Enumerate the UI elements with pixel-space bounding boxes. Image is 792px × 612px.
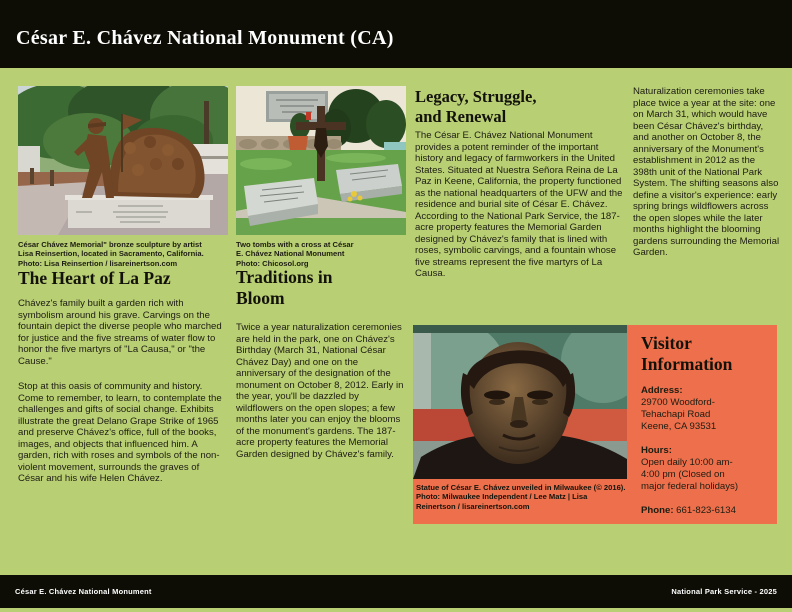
caption-line: Two tombs with a cross at César xyxy=(236,240,354,249)
heading-heart-of-la-paz: The Heart of La Paz xyxy=(18,268,171,288)
address-label: Address: xyxy=(641,385,683,396)
col4-paragraph-1: Naturalization ceremonies take place twice a year at the site: one on March 31, which would have been César Chávez's birthday, and another on October 8, the anniversary of the Monument's establishment in 2012 as the 398th unit of the National Park System. The shifting seasons also define a visitor's experience: early spring brings wildflowers across the open slopes while the later months highlight the blooming gardens surrounding the Memorial Garden. xyxy=(633,86,780,258)
visitor-info-panel xyxy=(641,333,771,517)
col1-paragraph-1: Chávez's family built a garden rich with symbolism around his grave. Carvings on the fountain depict the diverse people who marched for justice and the five streams of water flow to honor the five martyrs of "La Causa," or "the Cause." xyxy=(18,298,222,367)
footer-credit: National Park Service - 2025 xyxy=(671,587,777,596)
tombs-photo-caption xyxy=(236,240,396,268)
memorial-sculpture-photo xyxy=(18,86,228,235)
address-line: Tehachapi Road xyxy=(641,409,711,420)
heading-traditions-in-bloom: Traditions in Bloom xyxy=(236,267,333,308)
caption-line: Photo: Chicosol.org xyxy=(236,258,309,268)
caption-line: Lisa Reinsertion, located in Sacramento, California. xyxy=(18,249,204,259)
caption-line: Photo: Milwaukee Independent / Lee Matz | Lisa xyxy=(416,492,588,502)
heading-legacy-struggle-renewal: Legacy, Struggle, and Renewal xyxy=(415,87,537,126)
header-bar xyxy=(0,0,792,68)
caption-line: Statue of César E. Chávez unveiled in Milwaukee (© 2016). xyxy=(416,483,626,492)
caption-line: Reinertson / lisareinertson.com xyxy=(416,501,530,511)
hours-label: Hours: xyxy=(641,445,672,456)
tombs-cross-photo xyxy=(236,86,406,235)
footer-title: César E. Chávez National Monument xyxy=(15,587,152,596)
sculpture-photo-caption xyxy=(18,240,233,268)
col3-paragraph-1: The César E. Chávez National Monument provides a potent reminder of the important history and legacy of farmworkers in the United States. Situated at Nuestra Señora Reina de La Paz in Keene, California, the property functioned as the national headquarters of the UFW and the residence and burial site of César E. Chávez. According to the National Park Service, the 187-acre property features the Memorial Garden designed by Chávez's family that is lined with roses, symbolic carvings, and a fountain whose five streams represent the five martyrs of La Causa. xyxy=(415,130,623,279)
footer-bar xyxy=(0,575,792,608)
address-line: 29700 Woodford- xyxy=(641,397,715,408)
phone-label: Phone: xyxy=(641,505,674,516)
col2-paragraph-1: Twice a year naturalization ceremonies are held in the park, one on Chávez's Birthday (March 31, National César Chávez Day) and one on the anniversary of the designation of the monument on October 8, 2012. Early in the year, you'll be dazzled by wildflowers on the open slopes; a few months later you can enjoy the blooms of the monument's gardens. The 187-acre property features the Memorial Garden designed by Chávez's family. xyxy=(236,322,404,460)
visitor-information-box xyxy=(413,325,777,524)
visitor-info-heading: Visitor Information xyxy=(641,333,733,374)
address-group xyxy=(641,385,771,433)
hours-group xyxy=(641,445,771,493)
caption-line: E. Chávez National Monument xyxy=(236,249,345,259)
address-line: Keene, CA 93531 xyxy=(641,421,717,432)
hours-line: major federal holidays) xyxy=(641,481,739,492)
hours-line: 4:00 pm (Closed on xyxy=(641,469,725,480)
phone-number: 661-823-6134 xyxy=(673,505,736,516)
memorial-sculpture-illustration xyxy=(18,86,228,235)
caption-line: Photo: Lisa Reinsertion / lisareinertson.com xyxy=(18,258,178,268)
hours-line: Open daily 10:00 am- xyxy=(641,457,733,468)
caption-line: César Chávez Memorial" bronze sculpture by artist xyxy=(18,240,202,249)
chavez-statue-illustration xyxy=(413,325,627,479)
tombs-cross-illustration xyxy=(236,86,406,235)
statue-photo-caption xyxy=(416,483,628,511)
page-title: César E. Chávez National Monument (CA) xyxy=(16,27,394,49)
chavez-statue-photo xyxy=(413,325,627,479)
col1-paragraph-2: Stop at this oasis of community and history. Come to remember, to learn, to contemplate the challenges and gifts of social change. Exhibits illustrate the great Delano Grape Strike of 1965 and preserve Chávez's office, full of the books, images, and objects that influenced him. A garden, rich with roses and symbols of the non-violent movement, surrounds the graves of César and his wife Helen Chávez. xyxy=(18,381,222,484)
phone-group xyxy=(641,505,771,517)
